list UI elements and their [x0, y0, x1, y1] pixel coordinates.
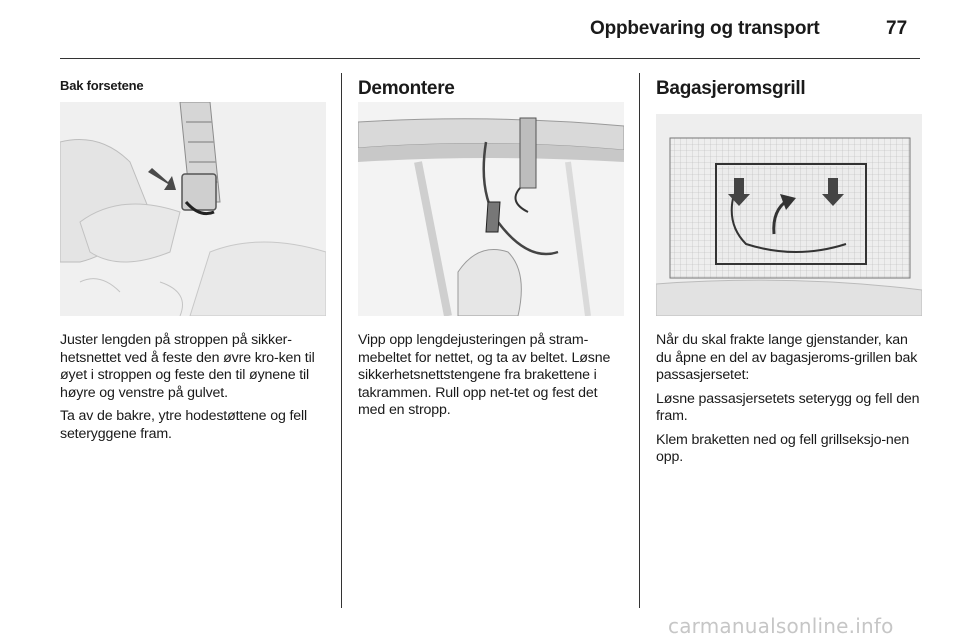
paragraph: Ta av de bakre, ytre hodestøttene og fell seteryggene fram.	[60, 408, 308, 442]
column-divider	[341, 73, 342, 608]
figure-belt-strap	[60, 102, 326, 316]
section-bagasjeromsgrill	[656, 78, 922, 100]
page-number: 77	[886, 18, 908, 39]
section-bak-forsetene	[60, 78, 326, 93]
page-title: Oppbevaring og transport	[590, 18, 820, 39]
figure-strap-removal	[358, 102, 624, 316]
paragraph: Når du skal frakte lange gjenstander, kan du åpne en del av bagasjeroms-grillen bak passasjersetet:	[656, 332, 918, 383]
section-heading: Demontere	[358, 78, 455, 99]
figure-luggage-grille	[656, 114, 922, 316]
paragraph: Vipp opp lengdejusteringen på stram-mebeltet for nettet, og ta av beltet. Løsne sikkerhetsnettstengene fra brakettene i takrammen. Rull opp net-tet og fest det med en stropp.	[358, 332, 611, 418]
column-divider	[639, 73, 640, 608]
section-bagasjeromsgrill-text	[656, 332, 922, 473]
paragraph: Løsne passasjersetets seterygg og fell den fram.	[656, 390, 920, 424]
paragraph: Klem braketten ned og fell grillseksjo-nen opp.	[656, 431, 910, 465]
watermark[interactable]: carmanualsonline.info	[668, 614, 894, 638]
section-heading: Bagasjeromsgrill	[656, 78, 806, 99]
section-bak-forsetene-text	[60, 332, 326, 449]
header-rule	[60, 58, 920, 59]
section-demontere-text	[358, 332, 624, 426]
section-heading: Bak forsetene	[60, 78, 144, 93]
section-demontere	[358, 78, 624, 100]
paragraph: Juster lengden på stroppen på sikker-hetsnettet ved å feste den øvre kro-ken til øyet i stroppen og feste den til øynene til høyre og venstre på gulvet.	[60, 332, 315, 401]
